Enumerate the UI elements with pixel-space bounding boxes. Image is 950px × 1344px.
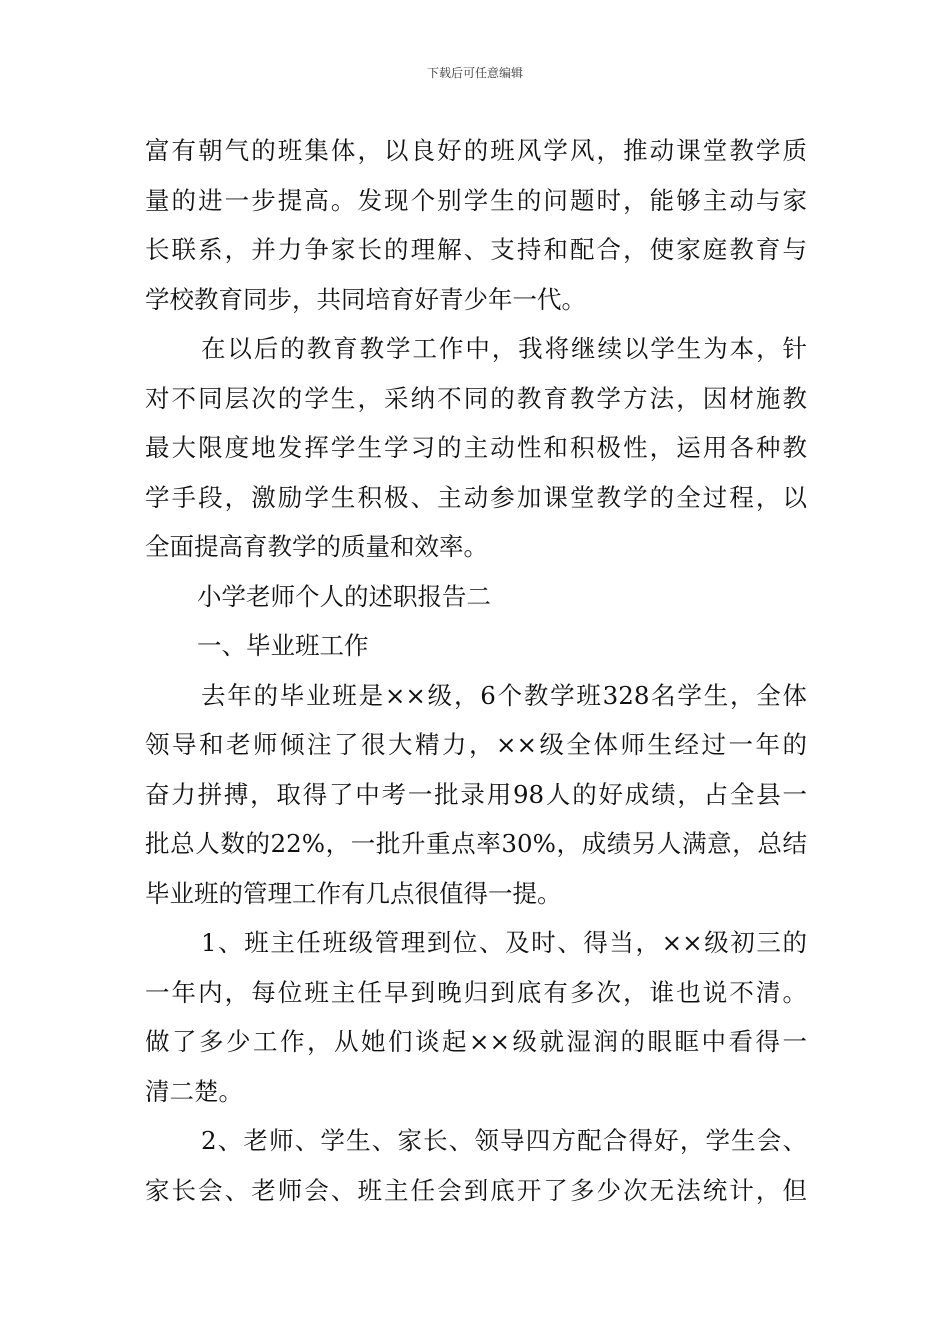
text-line: 学校教育同步，共同培育好青少年一代。 [145, 284, 586, 314]
text-line: 奋力拼搏，取得了中考一批录用98人的好成绩，占全县一 [145, 779, 807, 809]
paragraph-first-line: 去年的毕业班是××级，6个教学班328名学生，全体 [201, 680, 807, 710]
text-line: 一年内，每位班主任早到晚归到底有多次，谁也说不清。 [145, 977, 807, 1007]
section-heading: 小学老师个人的述职报告二 [197, 581, 491, 611]
text-line: 对不同层次的学生，采纳不同的教育教学方法，因材施教 [145, 383, 807, 413]
text-line: 做了多少工作，从她们谈起××级就湿润的眼眶中看得一 [145, 1027, 807, 1056]
document-body [145, 126, 807, 1215]
text-line: 家长会、老师会、班主任会到底开了多少次无法统计，但 [145, 1175, 807, 1205]
text-line: 富有朝气的班集体，以良好的班风学风，推动课堂教学质 [145, 136, 807, 165]
subsection-heading: 一、毕业班工作 [197, 631, 369, 660]
text-line: 长联系，并力争家长的理解、支持和配合，使家庭教育与 [145, 235, 807, 264]
text-line: 量的进一步提高。发现个别学生的问题时，能够主动与家 [145, 185, 807, 215]
text-line: 毕业班的管理工作有几点很值得一提。 [145, 878, 562, 908]
paragraph-first-line: 在以后的教育教学工作中，我将继续以学生为本，针 [201, 334, 807, 363]
text-line: 批总人数的22%，一批升重点率30%，成绩另人满意，总结 [145, 829, 807, 858]
page-header: 下载后可任意编辑 [426, 66, 523, 80]
text-line: 全面提高育教学的质量和效率。 [145, 532, 488, 561]
paragraph-first-line: 1、班主任班级管理到位、及时、得当，××级初三的 [201, 928, 807, 957]
paragraph-first-line: 2、老师、学生、家长、领导四方配合得好，学生会、 [201, 1126, 807, 1155]
text-line: 清二楚。 [145, 1076, 243, 1106]
text-line: 学手段，激励学生积极、主动参加课堂教学的全过程，以 [145, 482, 807, 512]
text-line: 最大限度地发挥学生学习的主动性和积极性，运用各种教 [145, 433, 807, 462]
text-line: 领导和老师倾注了很大精力，××级全体师生经过一年的 [145, 730, 807, 759]
